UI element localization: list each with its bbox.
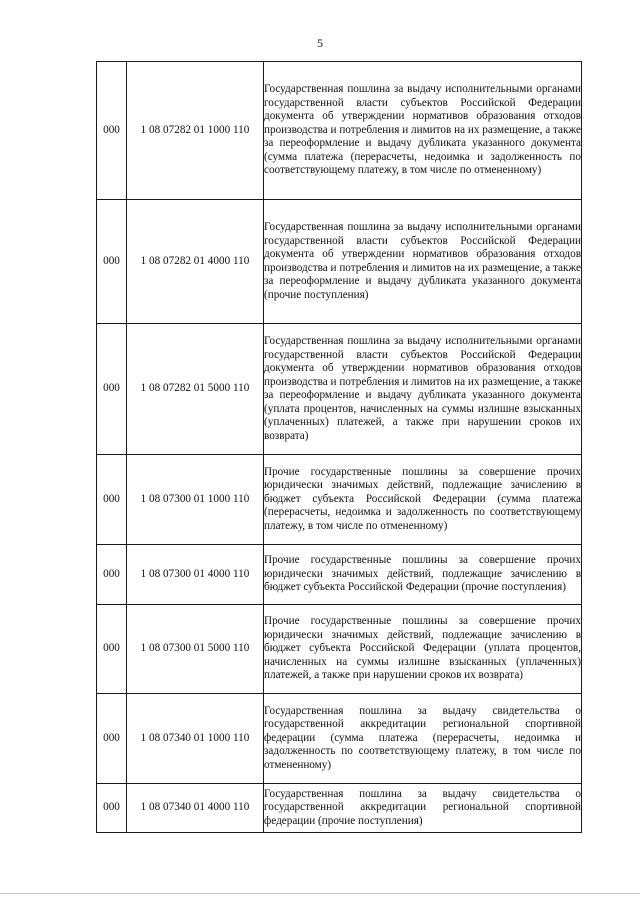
budget-code-cell: 1 08 07282 01 5000 110 xyxy=(127,324,264,455)
revenue-name-cell: Государственная пошлина за выдачу свидетельства о государственной аккредитации региональной спортивной федерации (сумма платежа (перерасчеты, недоимка и задолженность по соответствующему платежу, в том числе по отмененному) xyxy=(264,694,582,784)
admin-code-cell: 000 xyxy=(97,784,127,833)
budget-code-cell: 1 08 07300 01 1000 110 xyxy=(127,455,264,545)
table-row xyxy=(97,605,582,694)
admin-code-cell: 000 xyxy=(97,545,127,605)
budget-code-cell: 1 08 07300 01 5000 110 xyxy=(127,605,264,694)
revenue-name-cell: Государственная пошлина за выдачу исполнительными органами государственной власти субъектов Российской Федерации документа об утверждении нормативов образования отходов производства и потребления и лимитов на их размещение, а также за переоформление и выдачу дубликата указанного документа (уплата процентов, начисленных на суммы излишне взысканных (уплаченных) платежей, а также при нарушении сроков их возврата) xyxy=(264,324,582,455)
budget-code-cell: 1 08 07340 01 4000 110 xyxy=(127,784,264,833)
budget-code-cell: 1 08 07282 01 1000 110 xyxy=(127,62,264,200)
table-row xyxy=(97,784,582,833)
budget-code-cell: 1 08 07340 01 1000 110 xyxy=(127,694,264,784)
budget-classification-table xyxy=(96,61,582,833)
admin-code-cell: 000 xyxy=(97,694,127,784)
revenue-name-cell: Прочие государственные пошлины за совершение прочих юридически значимых действий, подлежащие зачислению в бюджет субъекта Российской Федерации (уплата процентов, начисленных на суммы излишне взысканных (уплаченных) платежей, а также при нарушении сроков их возврата) xyxy=(264,605,582,694)
table-row xyxy=(97,200,582,324)
table-row xyxy=(97,545,582,605)
table-row xyxy=(97,694,582,784)
admin-code-cell: 000 xyxy=(97,200,127,324)
budget-code-cell: 1 08 07300 01 4000 110 xyxy=(127,545,264,605)
revenue-name-cell: Государственная пошлина за выдачу исполнительными органами государственной власти субъектов Российской Федерации документа об утверждении нормативов образования отходов производства и потребления и лимитов на их размещение, а также за переоформление и выдачу дубликата указанного документа (прочие поступления) xyxy=(264,200,582,324)
revenue-name-cell: Прочие государственные пошлины за совершение прочих юридически значимых действий, подлежащие зачислению в бюджет субъекта Российской Федерации (сумма платежа (перерасчеты, недоимка и задолженность по соответствующему платежу, в том числе по отмененному) xyxy=(264,455,582,545)
admin-code-cell: 000 xyxy=(97,605,127,694)
table-row xyxy=(97,324,582,455)
page-number: 5 xyxy=(317,36,323,50)
table-row xyxy=(97,455,582,545)
page-bottom-divider xyxy=(0,893,640,894)
admin-code-cell: 000 xyxy=(97,62,127,200)
revenue-name-cell: Прочие государственные пошлины за совершение прочих юридически значимых действий, подлежащие зачислению в бюджет субъекта Российской Федерации (прочие поступления) xyxy=(264,545,582,605)
revenue-name-cell: Государственная пошлина за выдачу свидетельства о государственной аккредитации региональной спортивной федерации (прочие поступления) xyxy=(264,784,582,833)
budget-code-cell: 1 08 07282 01 4000 110 xyxy=(127,200,264,324)
table-row xyxy=(97,62,582,200)
admin-code-cell: 000 xyxy=(97,455,127,545)
revenue-name-cell: Государственная пошлина за выдачу исполнительными органами государственной власти субъектов Российской Федерации документа об утверждении нормативов образования отходов производства и потребления и лимитов на их размещение, а также за переоформление и выдачу дубликата указанного документа (сумма платежа (перерасчеты, недоимка и задолженность по соответствующему платежу, в том числе по отмененному) xyxy=(264,62,582,200)
admin-code-cell: 000 xyxy=(97,324,127,455)
